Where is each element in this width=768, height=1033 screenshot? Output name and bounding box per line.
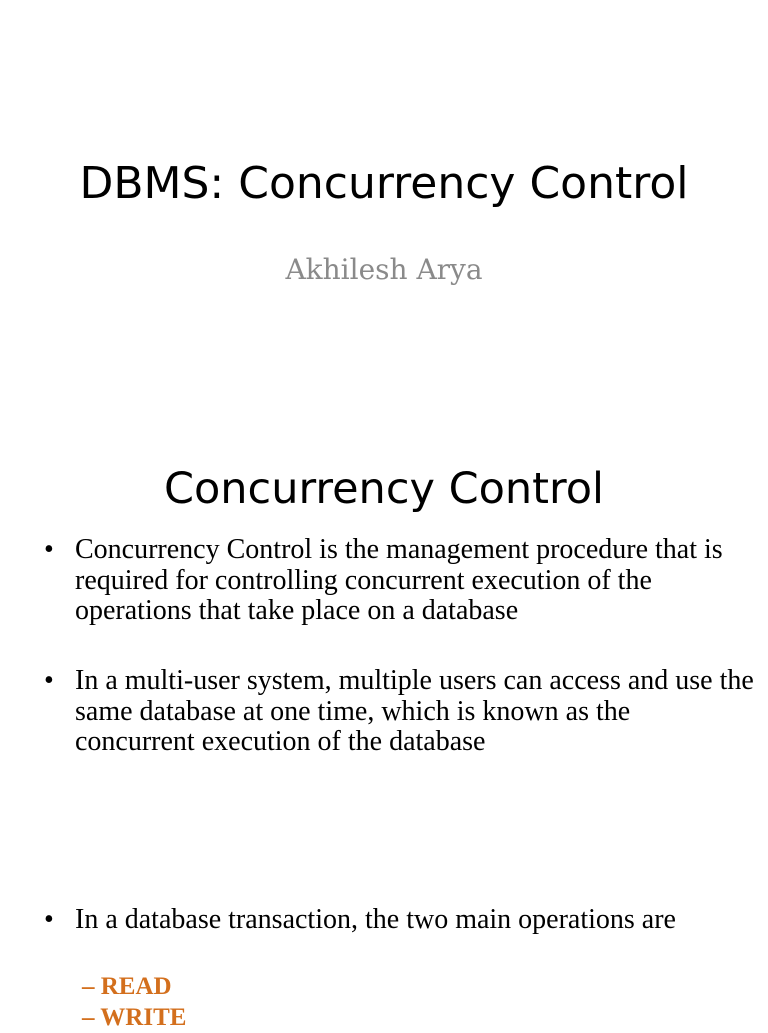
bullet-text: Concurrency Control is the management procedure that is required for controlling concurrent execution of the operations that take place on a database (75, 534, 723, 626)
sub-bullet-write: – WRITE (82, 1004, 187, 1031)
content-slide (0, 415, 768, 1031)
title-slide (0, 0, 768, 415)
content-slide-title: Concurrency Control (163, 464, 605, 514)
bullet-text: In a database transaction, the two main operations are (75, 904, 676, 935)
bullet-marker: • (44, 665, 54, 696)
slide-author: Akhilesh Arya (285, 253, 483, 286)
bullet-marker: • (44, 534, 54, 565)
bullet-text: In a multi-user system, multiple users can access and use the same database at one time, which is known as the concurrent execution of the database (75, 665, 754, 757)
sub-bullet-read: – READ (82, 973, 172, 1000)
slide-title: DBMS: Concurrency Control (79, 158, 689, 209)
bullet-marker: • (44, 904, 54, 935)
